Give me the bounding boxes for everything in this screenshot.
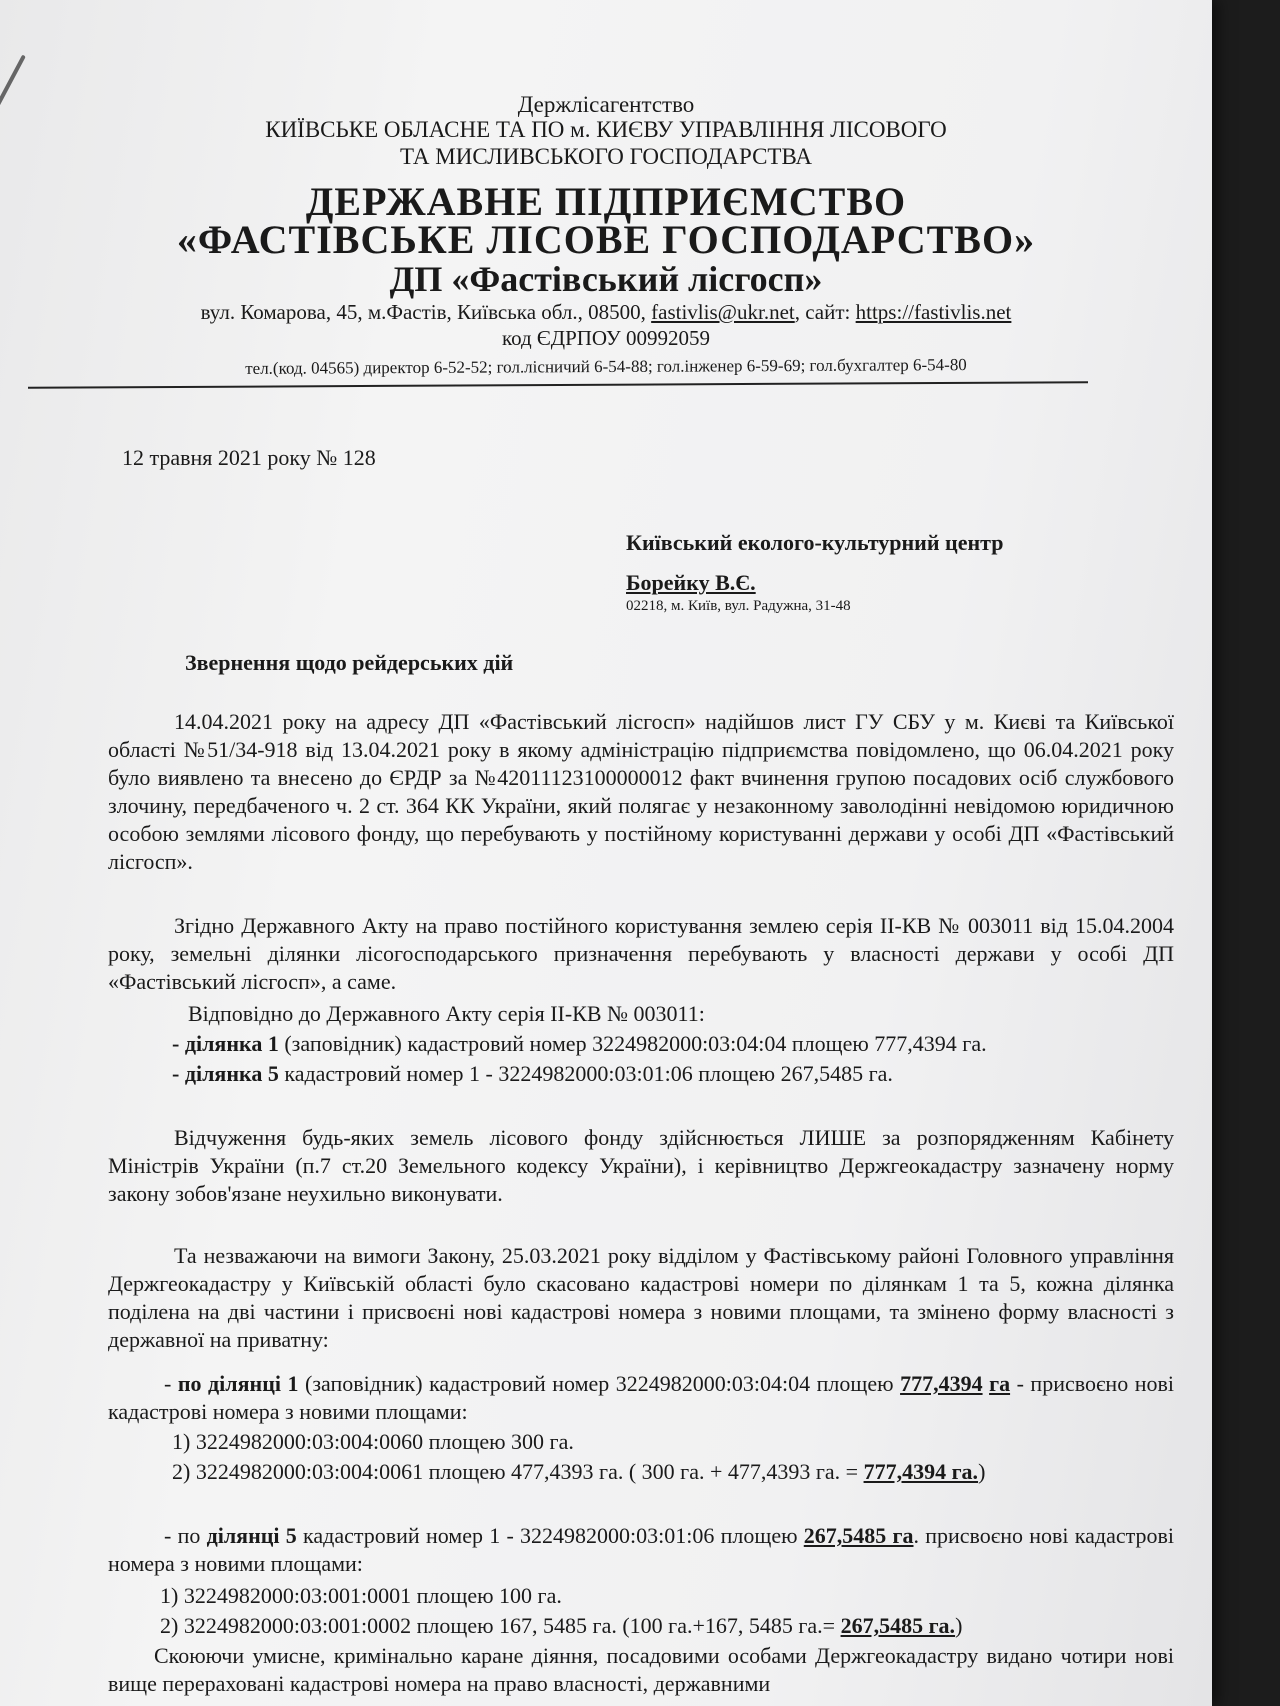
recipient-org: Київський еколого-культурний центр <box>626 530 1004 555</box>
plot-5-new-number-2: 2) 3224982000:03:001:0002 площею 167, 5485 га. (100 га.+167, 5485 га.= 267,5485 га.) <box>160 1613 963 1638</box>
plot-1-new-number-1: 1) 3224982000:03:004:0060 площею 300 га. <box>172 1429 574 1454</box>
paragraph-5: Та незважаючи на вимоги Закону, 25.03.2021 року відділом у Фастівському районі Головного управління Держгеокадастру у Київській області було скасовано кадастрові номери по ділянкам 1 та 5, кожна ділянка поділена на дві частини і присвоєні нові кадастрові номера з новими площами, та змінено форму власності з державної на приватну: <box>108 1243 1174 1352</box>
org-phones: тел.(код. 04565) директор 6-52-52; гол.лісничий 6-54-88; гол.інженер 6-59-69; гол.бухгалтер 6-54-80 <box>245 355 967 378</box>
plot-5-new-number-1: 1) 3224982000:03:001:0001 площею 100 га. <box>160 1583 562 1608</box>
plot-1-item: - ділянка 1 (заповідник) кадастровий номер 3224982000:03:04:04 площею 777,4394 га. <box>172 1031 987 1056</box>
site-label: , сайт: <box>794 300 856 324</box>
org-address-line <box>0 300 1212 325</box>
department-line-2: ТА МИСЛИВСЬКОГО ГОСПОДАРСТВА <box>400 144 812 169</box>
recipient-name: Борейку В.Є. <box>626 570 756 595</box>
department-line-1: КИЇВСЬКЕ ОБЛАСНЕ ТА ПО м. КИЄВУ УПРАВЛІННЯ ЛІСОВОГО <box>265 117 947 142</box>
paragraph-3: Відповідно до Державного Акту серія ІІ-КВ № 003011: <box>188 1001 705 1026</box>
letter-subject: Звернення щодо рейдерських дій <box>185 650 514 675</box>
paragraph-1: 14.04.2021 року на адресу ДП «Фастівський лісгосп» надійшов лист ГУ СБУ у м. Києві та Київської області №51/34-918 від 13.04.2021 року в якому адміністрацію підприємства повідомлено, що 06.04.2021 року було виявлено та внесено до ЄРДР за №42011123100000012 факт вчинення групою посадових осіб службового злочину, передбаченого ч. 2 ст. 364 КК України, який полягає у незаконному заволодінні невідомою юридичною особою землями лісового фонду, що перебувають у постійному користуванні держави у особі ДП «Фастівський лісгосп». <box>108 709 1174 874</box>
org-code: код ЄДРПОУ 00992059 <box>501 326 711 350</box>
org-title-1: ДЕРЖАВНЕ ПІДПРИЄМСТВО <box>305 179 907 224</box>
org-address: вул. Комарова, 45, м.Фастів, Київська обл., 08500, <box>200 300 652 324</box>
paragraph-6: Скоюючи умисне, кримінально каране діяння, посадовими особами Держгеокадастру видано чотири нові вище перераховані кадастрові номера на право власності, державними <box>108 1643 1174 1696</box>
paragraph-2: Згідно Державного Акту на право постійного користування землею серія ІІ-КВ № 003011 від 15.04.2004 року, земельні ділянки лісогосподарського призначення перебувають у власності держави у особі ДП «Фастівський лісгосп», а саме. <box>108 913 1174 994</box>
header-rule <box>28 381 1088 389</box>
org-title-2: «ФАСТІВСЬКЕ ЛІСОВЕ ГОСПОДАРСТВО» <box>176 217 1036 262</box>
org-email: fastivlis@ukr.net <box>651 300 795 324</box>
paragraph-4: Відчуження будь-яких земель лісового фонду здійснюється ЛИШЕ за розпорядженням Кабінету Міністрів України (п.7 ст.20 Земельного кодексу України), і керівництво Держгеокадастру зазначену норму закону зобов'язане неухильно виконувати. <box>108 1125 1174 1206</box>
org-website: https://fastivlis.net <box>855 300 1012 324</box>
recipient-address: 02218, м. Київ, вул. Радужна, 31-48 <box>626 598 851 614</box>
plot-5-detail: - по ділянці 5 кадастровий номер 1 - 3224982000:03:01:06 площею 267,5485 га. присвоєно нові кадастрові номера з новими площами: <box>108 1523 1175 1576</box>
org-short-name: ДП «Фастівський лісгосп» <box>389 259 823 299</box>
agency-name: Держлісагентство <box>517 92 695 117</box>
plot-1-detail: - по ділянці 1 (заповідник) кадастровий номер 3224982000:03:04:04 площею 777,4394 га - присвоєно нові кадастрові номера з новими площами: <box>108 1371 1174 1424</box>
plot-1-new-number-2: 2) 3224982000:03:004:0061 площею 477,4393 га. ( 300 га. + 477,4393 га. = 777,4394 га.) <box>172 1459 986 1484</box>
plot-5-item: - ділянка 5 кадастровий номер 1 - 3224982000:03:01:06 площею 267,5485 га. <box>172 1061 893 1086</box>
letter-date-number: 12 травня 2021 року № 128 <box>122 445 376 470</box>
